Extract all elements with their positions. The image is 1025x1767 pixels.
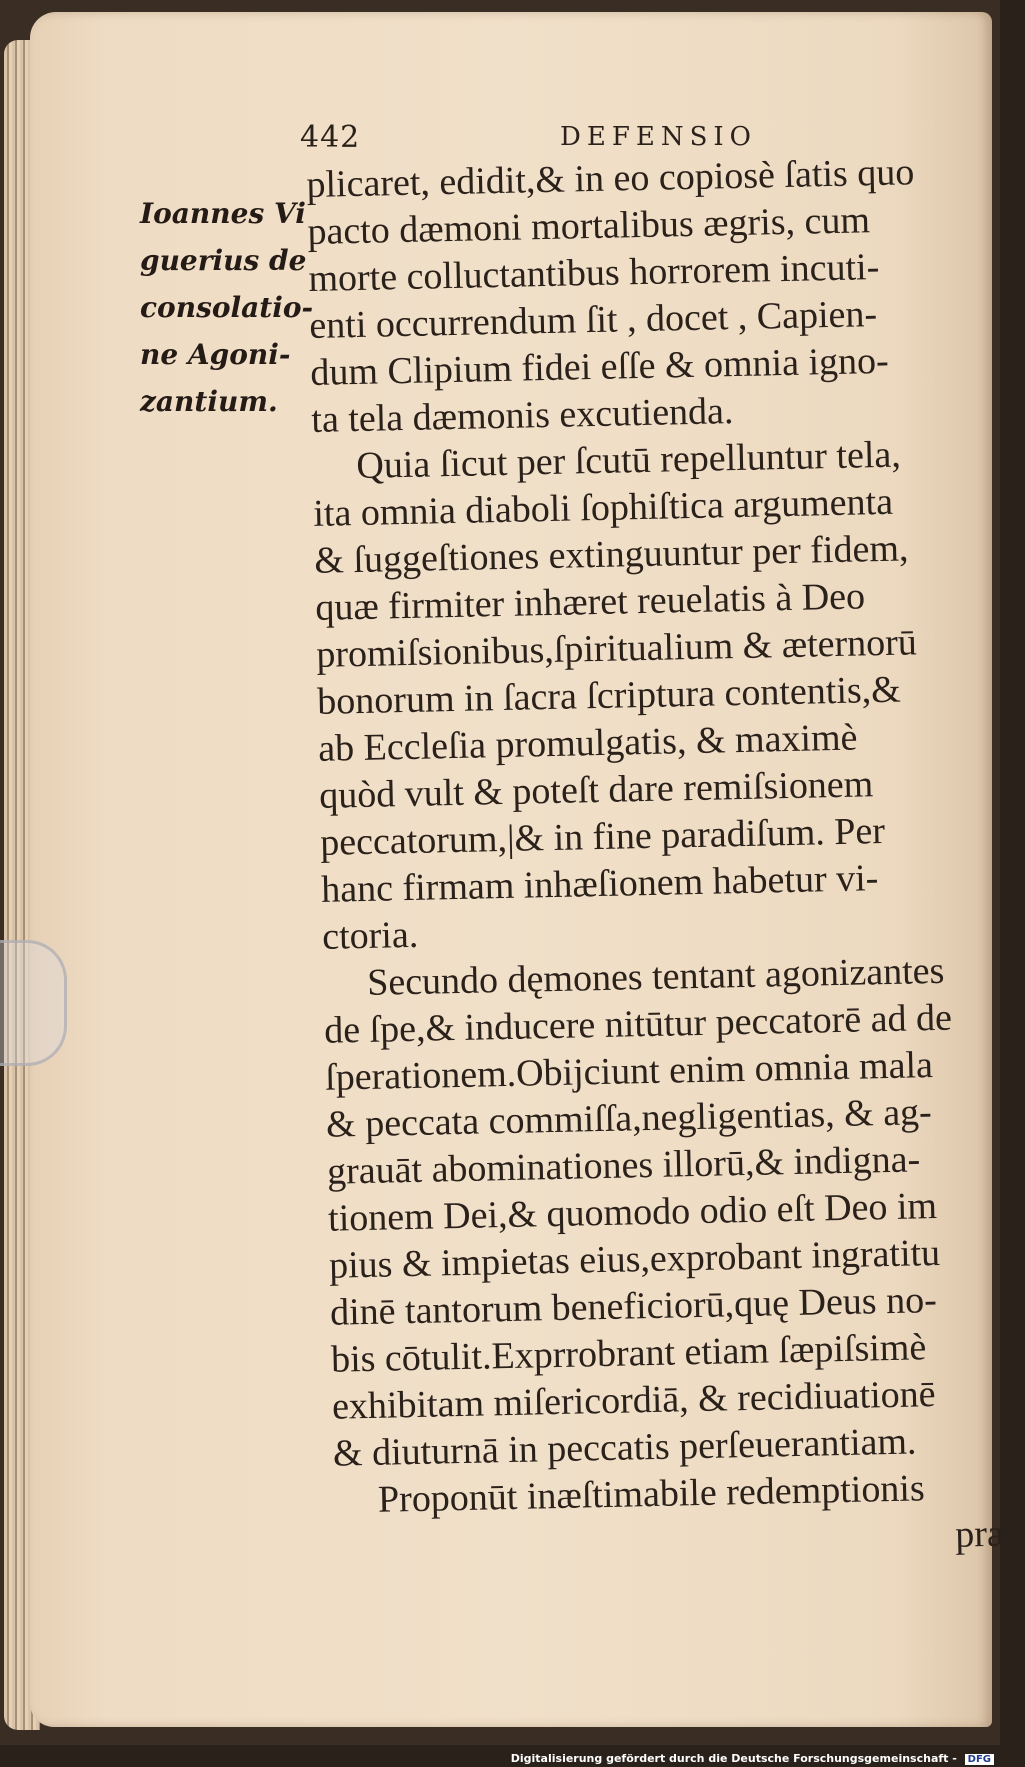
text-line: quæ firmiter inhæret reuelatis à Deo [314,575,866,629]
text-line: hanc firmam inhæſionem habetur vi- [320,857,879,911]
text-line: tionem Dei,& quomodo odio eſt Deo im [327,1185,938,1240]
catchword: præ- [954,1512,1025,1556]
text-line: de ſpe,& inducere nitūtur peccatorē ad de [323,996,953,1052]
text-line: peccatorum,|& in fine paradiſum. Per [319,810,886,864]
paragraph-start-line: Secundo dęmones tentant agonizantes [366,949,945,1004]
text-line: ctoria. [321,913,419,958]
text-line: quòd vult & poteſt dare remiſsionem [318,763,874,817]
margin-note-line: ne Agoni- [140,338,291,371]
digitization-credit [511,1752,994,1765]
text-line: bis cōtulit.Exprrobrant etiam ſæpiſsimè [330,1326,927,1381]
page-clip [0,940,67,1066]
margin-note-line: guerius de [140,244,307,277]
margin-note-line: Ioannes Vi [140,197,306,230]
text-line: morte colluctantibus horrorem incuti- [308,246,880,300]
margin-note-line: consolatio- [140,291,314,324]
text-line: ſperationem.Obijciunt enim omnia mala [324,1044,934,1099]
text-line: & diuturnā in peccatis perſeuerantiam. [332,1420,917,1475]
text-line: ta tela dæmonis excutienda. [310,390,734,441]
text-line: & peccata commiſſa,negligentias, & ag- [325,1091,933,1146]
dfg-logo: DFG [965,1754,994,1765]
paragraph-start-line: Proponūt inæſtimabile redemptionis [377,1467,926,1521]
text-line: pacto dæmoni mortalibus ægris, cum [307,199,871,253]
body-text [306,148,1025,1572]
page-number: 442 [300,120,361,155]
text-line: ita omnia diaboli ſophiſtica argumenta [312,480,894,535]
text-line: enti occurrendum ſit , docet , Capien- [308,293,878,347]
text-line: plicaret, edidit,& in eo copiosè ſatis quo [306,151,915,206]
credit-text: Digitalisierung gefördert durch die Deutsche Forschungsgemeinschaft - [510,1752,957,1765]
text-line: pius & impietas eius,exprobant ingratitu [328,1231,941,1287]
text-line: promiſsionibus,ſpiritualium & æternorū [315,621,918,676]
text-line: ab Eccleſia promulgatis, & maximè [317,716,858,770]
paragraph-start-line: Quia ſicut per ſcutū repelluntur tela, [355,433,902,488]
text-line: dinē tantorum beneficiorū,quę Deus no- [329,1279,938,1334]
text-line: exhibitam miſericordiā, & recidiuationē [331,1373,936,1428]
margin-note-line: zantium. [140,385,278,418]
running-head: DEFENSIO [560,122,757,152]
margin-note [140,190,314,425]
text-line: dum Clipium fidei eſſe & omnia igno- [309,339,890,394]
text-line: & ſuggeſtiones extinguuntur per fidem, [313,527,909,582]
text-line: bonorum in ſacra ſcriptura contentis,& [316,668,902,723]
text-line: grauāt abominationes illorū,& indigna- [326,1138,921,1193]
